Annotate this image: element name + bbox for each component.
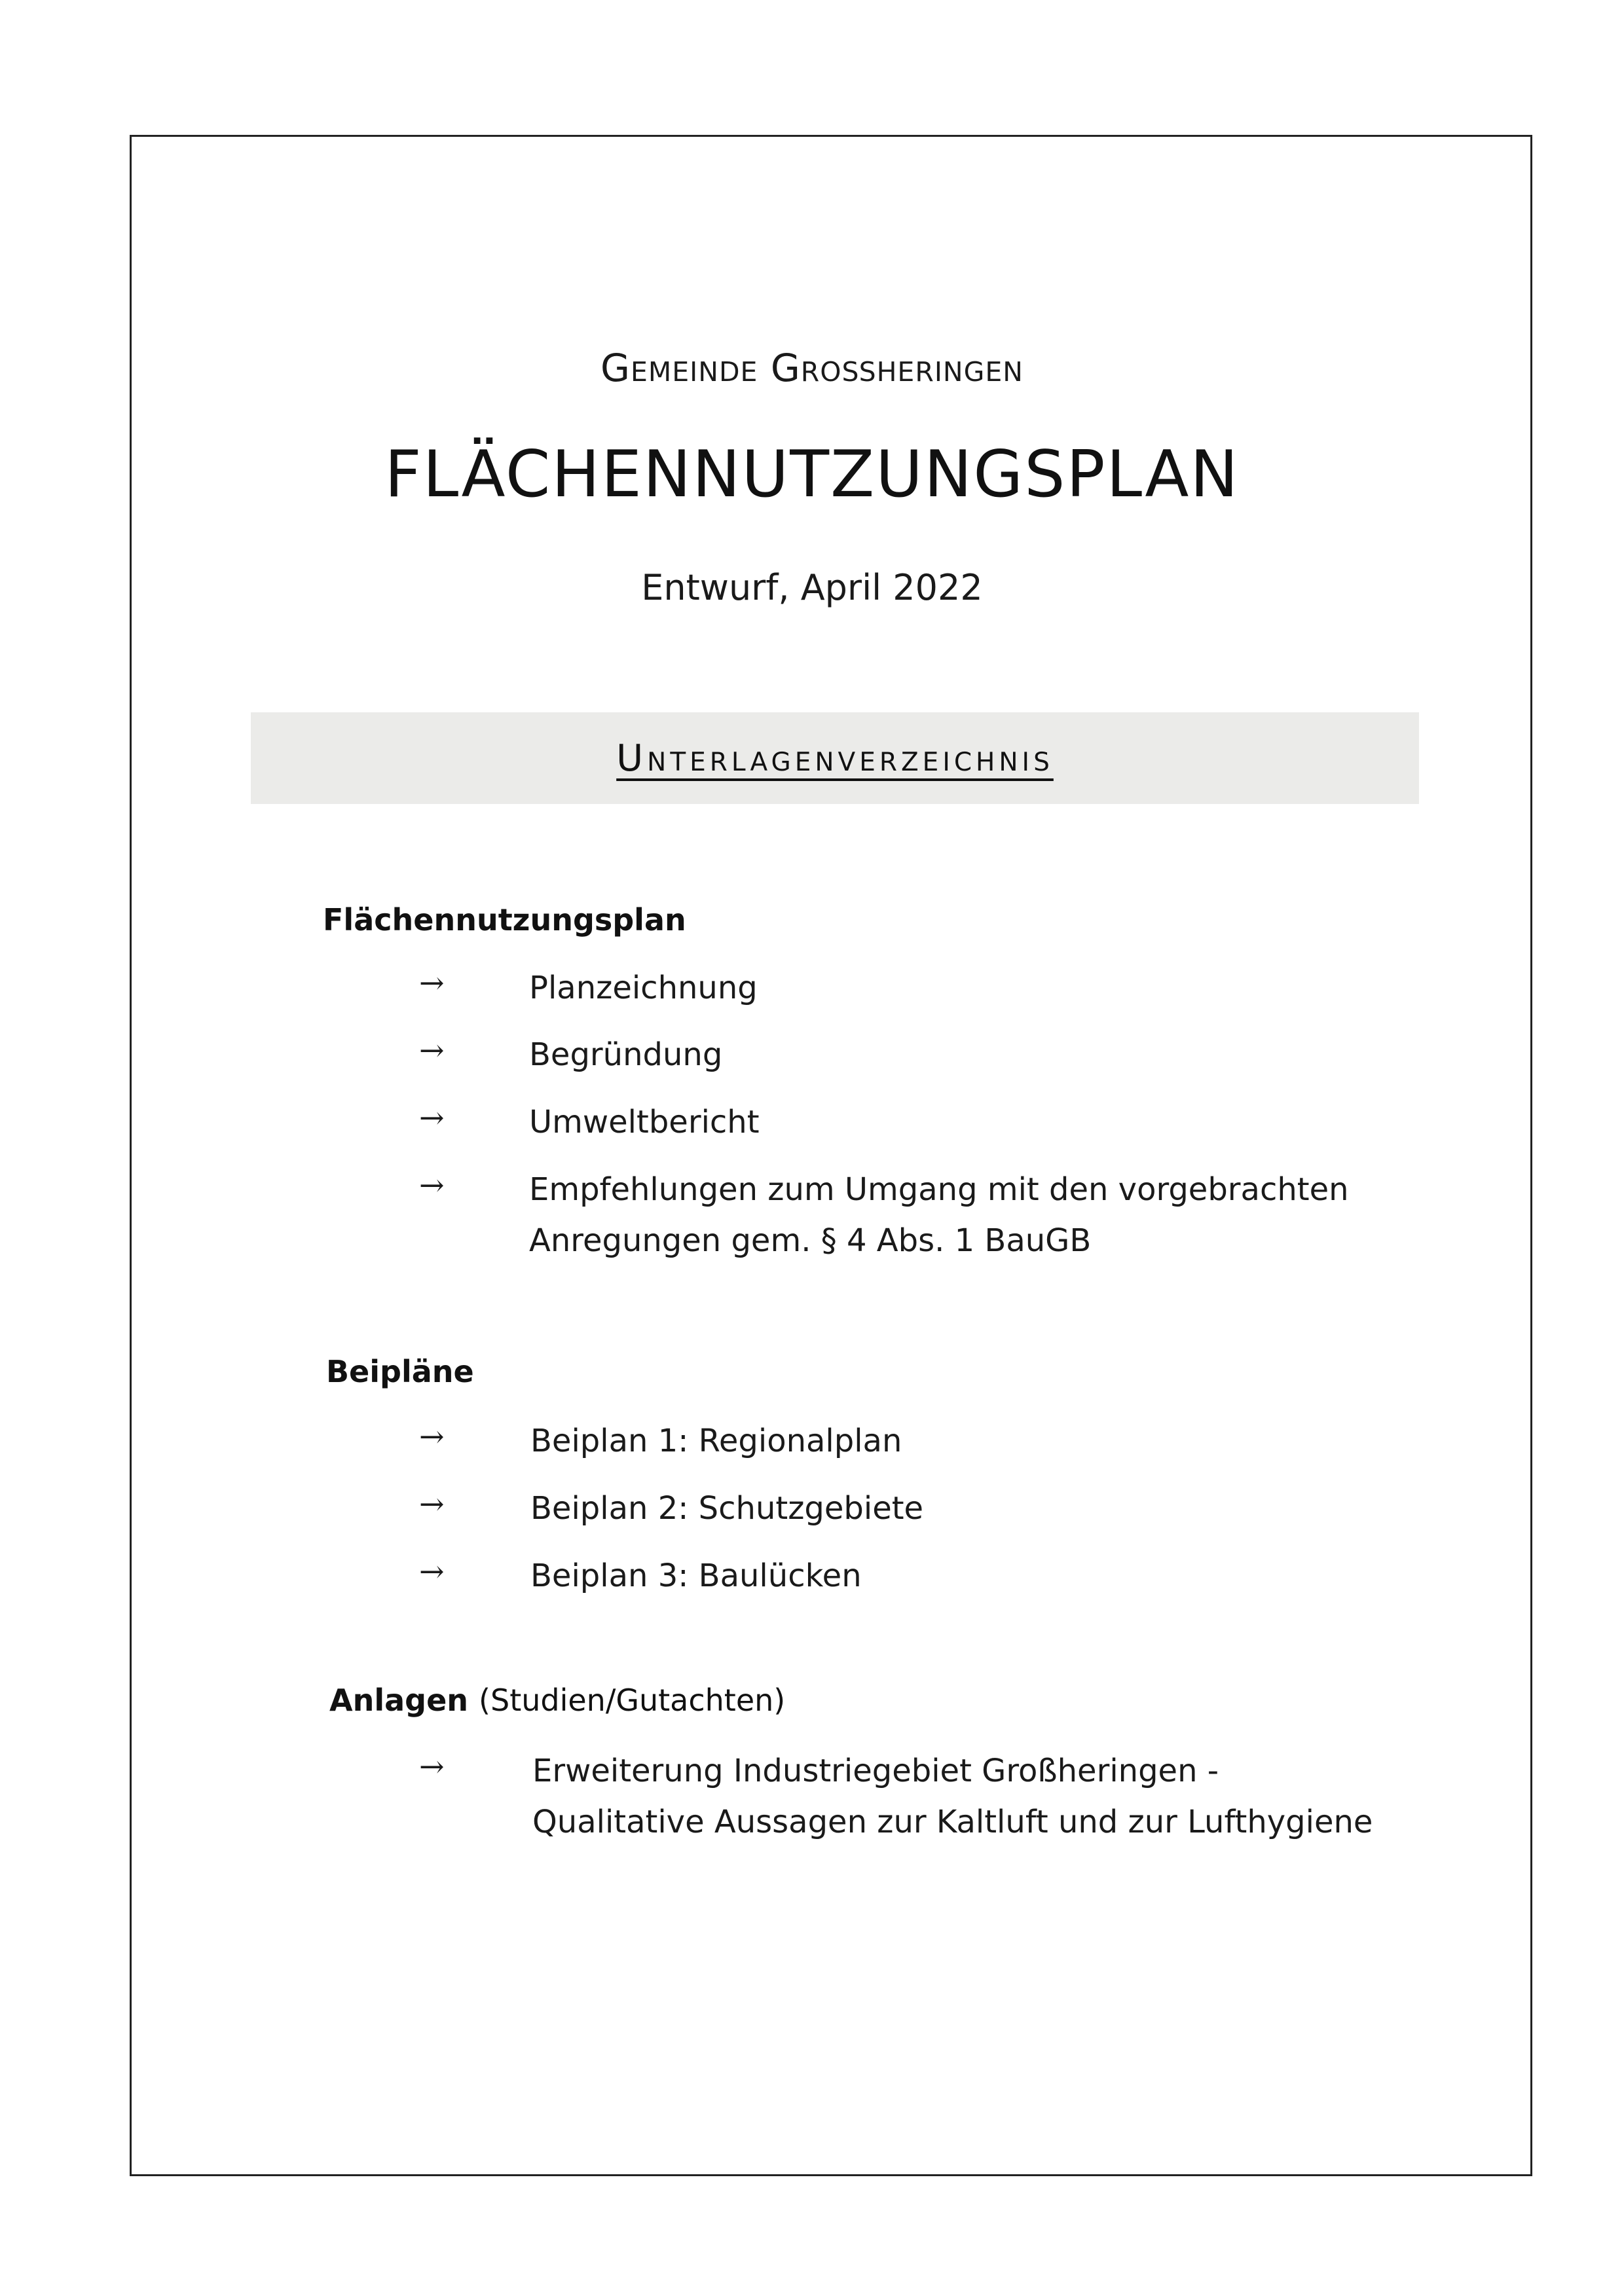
arrow-icon: → <box>419 1486 445 1522</box>
arrow-icon: → <box>419 965 445 1000</box>
arrow-icon: → <box>419 1554 445 1589</box>
document-title: FLÄCHENNUTZUNGSPLAN <box>384 437 1240 512</box>
arrow-icon: → <box>419 1749 445 1784</box>
section-heading-flaechennutzungsplan <box>323 902 686 938</box>
municipality-name: Gemeinde Großheringen <box>600 346 1024 390</box>
arrow-icon: → <box>419 1100 445 1135</box>
list-item: Begründung <box>529 1036 723 1073</box>
list-item: Planzeichnung <box>529 970 758 1006</box>
arrow-icon: → <box>419 1032 445 1068</box>
list-item: Beiplan 3: Baulücken <box>530 1558 862 1594</box>
section-heading-beiplaene <box>326 1354 474 1389</box>
list-item: Empfehlungen zum Umgang mit den vorgebrachten Anregungen gem. § 4 Abs. 1 BauGB <box>529 1171 1349 1259</box>
list-item: Beiplan 1: Regionalplan <box>530 1423 902 1459</box>
section-heading-anlagen <box>329 1683 785 1718</box>
section-heading-label: Beipläne <box>326 1354 474 1389</box>
arrow-icon: → <box>419 1167 445 1203</box>
section-heading-label: Anlagen <box>329 1683 469 1718</box>
list-item: Beiplan 2: Schutzgebiete <box>530 1490 924 1527</box>
document-date: Entwurf, April 2022 <box>641 567 983 608</box>
section-heading-label: Flächennutzungsplan <box>323 902 686 938</box>
index-title: Unterlagenverzeichnis <box>616 737 1054 780</box>
list-item: Umweltbericht <box>529 1104 760 1140</box>
section-heading-suffix: (Studien/Gutachten) <box>479 1683 786 1718</box>
list-item: Erweiterung Industriegebiet Großheringen - Qualitative Aussagen zur Kaltluft und zur Lufthygiene <box>532 1753 1373 1840</box>
arrow-icon: → <box>419 1419 445 1454</box>
index-title-band <box>251 712 1419 804</box>
